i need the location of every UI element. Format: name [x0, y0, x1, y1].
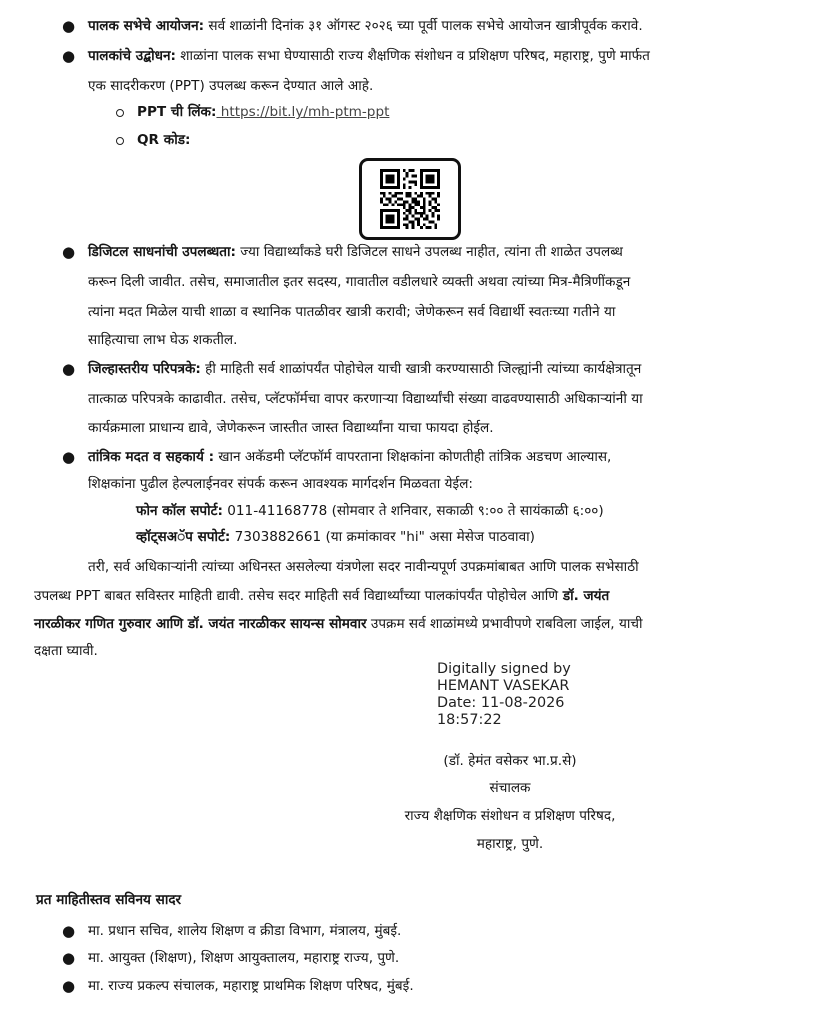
signature-line: Date: 11-08-2026	[437, 695, 565, 711]
bullet-icon: ●	[62, 977, 76, 995]
section-technical-support	[88, 447, 611, 467]
phone-support-text: 011-41168778 (सोमवार ते शनिवार, सकाळी ९:०० ते सायंकाळी ६:००)	[222, 503, 604, 519]
copy-list-item: मा. आयुक्त (शिक्षण), शिक्षण आयुक्तालय, महाराष्ट्र राज्य, पुणे.	[88, 950, 400, 966]
phone-support-row	[136, 501, 604, 521]
bullet-icon: ●	[62, 17, 76, 35]
signature-line: 18:57:22	[437, 712, 502, 728]
section-label: पालक सभेचे आयोजन:	[88, 18, 205, 34]
copy-list-item: मा. प्रधान सचिव, शालेय शिक्षण व क्रीडा विभाग, मंत्रालय, मुंबई.	[88, 923, 402, 939]
section-parent-meeting	[88, 16, 643, 36]
section-label: जिल्हास्तरीय परिपत्रके:	[88, 361, 201, 377]
section-text: एक सादरीकरण (PPT) उपलब्ध करून देण्यात आले आहे.	[88, 78, 374, 94]
bullet-icon: ●	[62, 243, 76, 261]
section-text: ही माहिती सर्व शाळांपर्यंत पोहोचेल याची खात्री करण्यासाठी जिल्ह्यांनी त्यांच्या कार्यक्षेत्रातून	[200, 361, 642, 377]
signature-line: HEMANT VASEKAR	[437, 678, 570, 694]
bullet-icon: ●	[62, 922, 76, 940]
paragraph-bold: डॉ. जयंत	[558, 588, 610, 604]
closing-paragraph-line	[34, 614, 643, 634]
signature-line: Digitally signed by	[437, 661, 571, 677]
paragraph-text: उपलब्ध PPT बाबत सविस्तर माहिती द्यावी. तसेच सदर माहिती सर्व विद्यार्थ्यांच्या पालकांपर्यंत पोहोचेल आणि	[34, 588, 559, 604]
signatory-title: संचालक	[489, 780, 531, 796]
closing-paragraph-line	[34, 586, 609, 606]
qr-code-icon	[359, 158, 461, 240]
ppt-link-row	[137, 102, 389, 122]
section-text: खान अकॅडमी प्लॅटफॉर्म वापरताना शिक्षकांना कोणतीही तांत्रिक अडचण आल्यास,	[214, 449, 612, 465]
phone-support-label: फोन कॉल सपोर्ट:	[136, 503, 223, 519]
section-label: तांत्रिक मदत व सहकार्य :	[88, 449, 215, 465]
bullet-icon: ●	[62, 448, 76, 466]
section-text: करून दिली जावीत. तसेच, समाजातील इतर सदस्य, गावातील वडीलधारे व्यक्ती अथवा त्यांच्या मित्र-मैत्रिणींकडून	[88, 274, 631, 290]
bullet-icon: ●	[62, 949, 76, 967]
whatsapp-support-label: व्हॉट्सअॅप सपोर्ट:	[136, 529, 231, 545]
signatory-place: महाराष्ट्र, पुणे.	[476, 836, 544, 852]
section-text: त्यांना मदत मिळेल याची शाळा व स्थानिक पातळीवर खात्री करावी; जेणेकरून सर्व विद्यार्थी स्वतःच्या गतीने या	[88, 304, 616, 320]
bullet-icon: ●	[62, 47, 76, 65]
paragraph-bold: नारळीकर गणित गुरुवार आणि डॉ. जयंत नारळीकर सायन्स सोमवार	[34, 616, 367, 632]
section-text: ज्या विद्यार्थ्यांकडे घरी डिजिटल साधने उपलब्ध नाहीत, त्यांना ती शाळेत उपलब्ध	[235, 244, 623, 260]
whatsapp-support-row	[136, 527, 535, 547]
copy-heading: प्रत माहितीस्तव सविनय सादर	[36, 892, 182, 908]
sub-bullet-icon	[116, 137, 124, 145]
sub-bullet-icon	[116, 109, 124, 117]
section-text: कार्यक्रमाला प्राधान्य द्यावे, जेणेकरून जास्तीत जास्त विद्यार्थ्यांना याचा फायदा होईल.	[88, 420, 494, 436]
ppt-link[interactable]: https://bit.ly/mh-ptm-ppt	[216, 104, 390, 120]
paragraph-text: उपक्रम सर्व शाळांमध्ये प्रभावीपणे राबविला जाईल, याची	[366, 616, 643, 632]
section-label: डिजिटल साधनांची उपलब्धता:	[88, 244, 236, 260]
section-text: तात्काळ परिपत्रके काढावीत. तसेच, प्लॅटफॉर्मचा वापर करणाऱ्या विद्यार्थ्यांची संख्या वाढवण्यासाठी अधिकाऱ्यांनी या	[88, 391, 643, 407]
closing-paragraph-line: तरी, सर्व अधिकाऱ्यांनी त्यांच्या अधिनस्त असलेल्या यंत्रणेला सदर नावीन्यपूर्ण उपक्रमांबाबत आणि पालक सभेसाठी	[88, 559, 639, 575]
section-label: पालकांचे उद्बोधन:	[88, 48, 176, 64]
section-parent-orientation	[88, 46, 650, 66]
qr-label: QR कोड:	[137, 132, 191, 148]
section-text: शाळांना पालक सभा घेण्यासाठी राज्य शैक्षणिक संशोधन व प्रशिक्षण परिषद, महाराष्ट्र, पुणे मार्फत	[175, 48, 650, 64]
whatsapp-support-text: 7303882661 (या क्रमांकावर "hi" असा मेसेज पाठवावा)	[230, 529, 535, 545]
ppt-link-label: PPT ची लिंक:	[137, 104, 217, 120]
signatory-org: राज्य शैक्षणिक संशोधन व प्रशिक्षण परिषद,	[404, 808, 616, 824]
section-digital-devices	[88, 242, 623, 262]
section-text: सर्व शाळांनी दिनांक ३१ ऑगस्ट २०२६ च्या पूर्वी पालक सभेचे आयोजन खात्रीपूर्वक करावे.	[204, 18, 643, 34]
section-district-circulars	[88, 359, 641, 379]
section-text: शिक्षकांना पुढील हेल्पलाईनवर संपर्क करून आवश्यक मार्गदर्शन मिळवता येईल:	[88, 476, 473, 492]
qr-row	[137, 130, 190, 150]
closing-paragraph-line: दक्षता घ्यावी.	[34, 643, 98, 659]
copy-list-item: मा. राज्य प्रकल्प संचालक, महाराष्ट्र प्राथमिक शिक्षण परिषद, मुंबई.	[88, 978, 414, 994]
section-text: साहित्याचा लाभ घेऊ शकतील.	[88, 332, 238, 348]
signatory-name: (डॉ. हेमंत वसेकर भा.प्र.से)	[443, 753, 577, 769]
bullet-icon: ●	[62, 360, 76, 378]
